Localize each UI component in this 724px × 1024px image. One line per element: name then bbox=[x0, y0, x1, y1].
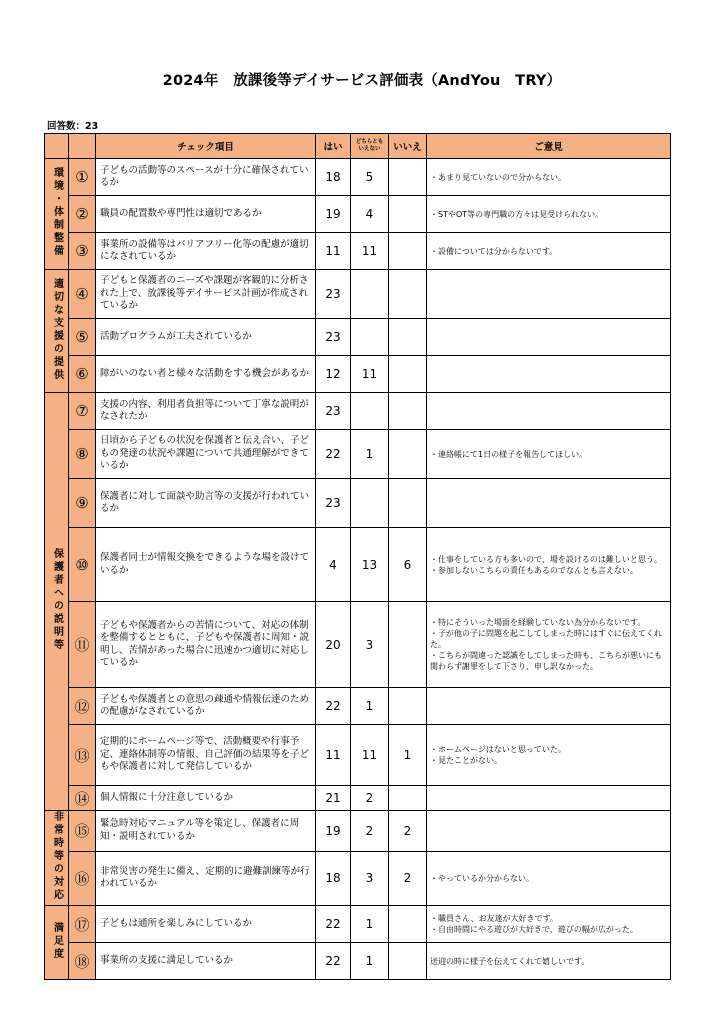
no-count bbox=[389, 159, 427, 196]
table-row bbox=[45, 786, 671, 811]
neither-count: 3 bbox=[351, 851, 389, 905]
category-label: 保護者への説明等 bbox=[51, 548, 63, 652]
header-no: いいえ bbox=[389, 134, 427, 159]
yes-count: 12 bbox=[316, 356, 351, 393]
item-text: 職員の配置数や専門性は適切であるか bbox=[96, 196, 316, 233]
yes-count: 18 bbox=[316, 851, 351, 905]
item-number: ⑦ bbox=[69, 393, 96, 430]
category-cell bbox=[45, 159, 69, 270]
table-row bbox=[45, 233, 671, 270]
item-text: 障がいのない者と様々な活動をする機会があるか bbox=[96, 356, 316, 393]
item-number: ③ bbox=[69, 233, 96, 270]
opinion-text: ・職員さん、お友達が大好きです。 bbox=[430, 914, 558, 923]
item-number: ⑪ bbox=[69, 602, 96, 688]
header-item: チェック項目 bbox=[96, 134, 316, 159]
opinions-cell bbox=[427, 270, 671, 319]
no-count bbox=[389, 233, 427, 270]
no-count bbox=[389, 943, 427, 980]
neither-count: 5 bbox=[351, 159, 389, 196]
item-number: ② bbox=[69, 196, 96, 233]
item-number: ⑭ bbox=[69, 786, 96, 811]
yes-count: 4 bbox=[316, 528, 351, 602]
neither-count: 1 bbox=[351, 688, 389, 725]
yes-count: 22 bbox=[316, 430, 351, 479]
no-count: 6 bbox=[389, 528, 427, 602]
item-number: ⑱ bbox=[69, 943, 96, 980]
table-row bbox=[45, 725, 671, 786]
opinion-text: ・STやOT等の専門職の方々は見受けられない。 bbox=[430, 209, 604, 219]
neither-count: 1 bbox=[351, 430, 389, 479]
item-text: 事業所の支援に満足しているか bbox=[96, 943, 316, 980]
yes-count: 21 bbox=[316, 786, 351, 811]
item-text: 活動プログラムが工夫されているか bbox=[96, 319, 316, 356]
table-row bbox=[45, 356, 671, 393]
category-cell bbox=[45, 270, 69, 393]
neither-count: 3 bbox=[351, 602, 389, 688]
item-text: 支援の内容、利用者負担等について丁寧な説明がなされたか bbox=[96, 393, 316, 430]
item-text: 保護者同士が情報交換をできるような場を設けているか bbox=[96, 528, 316, 602]
yes-count: 23 bbox=[316, 393, 351, 430]
opinion-text: ・仕事をしている方も多いので、場を設けるのは難しいと思う。 bbox=[430, 554, 662, 564]
opinions-cell bbox=[427, 233, 671, 270]
no-count bbox=[389, 430, 427, 479]
neither-count: 2 bbox=[351, 786, 389, 811]
yes-count: 20 bbox=[316, 602, 351, 688]
table-row bbox=[45, 851, 671, 905]
yes-count: 19 bbox=[316, 811, 351, 852]
item-text: 保護者に対して面談や助言等の支援が行われているか bbox=[96, 479, 316, 528]
neither-count: 2 bbox=[351, 811, 389, 852]
no-count bbox=[389, 270, 427, 319]
header-category bbox=[45, 134, 69, 159]
item-number: ⑤ bbox=[69, 319, 96, 356]
category-cell bbox=[45, 393, 69, 811]
opinions-cell bbox=[427, 851, 671, 905]
item-number: ⑨ bbox=[69, 479, 96, 528]
item-number: ⑧ bbox=[69, 430, 96, 479]
item-number: ① bbox=[69, 159, 96, 196]
no-count bbox=[389, 393, 427, 430]
opinion-text: ・参加しないこちらの責任もあるのでなんとも言えない。 bbox=[430, 565, 638, 575]
yes-count: 23 bbox=[316, 270, 351, 319]
category-label: 適切な支援の提供 bbox=[51, 277, 63, 382]
item-text: 日頃から子どもの状況を保護者と伝え合い、子どもの発達の状況や課題について共通理解ができているか bbox=[96, 430, 316, 479]
category-label: 環境・体制整備 bbox=[51, 167, 63, 258]
item-number: ⑯ bbox=[69, 851, 96, 905]
opinions-cell bbox=[427, 786, 671, 811]
neither-count: 11 bbox=[351, 725, 389, 786]
opinions-cell bbox=[427, 479, 671, 528]
category-cell bbox=[45, 906, 69, 980]
opinions-cell bbox=[427, 688, 671, 725]
opinions-cell bbox=[427, 159, 671, 196]
opinion-text: ・やっているか分からない。 bbox=[430, 873, 534, 883]
yes-count: 23 bbox=[316, 479, 351, 528]
yes-count: 23 bbox=[316, 319, 351, 356]
table-row bbox=[45, 196, 671, 233]
header-row bbox=[45, 134, 671, 159]
category-label: 満足度 bbox=[51, 921, 63, 961]
neither-count bbox=[351, 393, 389, 430]
opinion-text: 送迎の時に様子を伝えてくれて嬉しいです。 bbox=[430, 956, 590, 966]
category-label: 非常時等の対応 bbox=[51, 811, 63, 902]
table-row bbox=[45, 906, 671, 943]
table-row bbox=[45, 688, 671, 725]
item-number: ⑮ bbox=[69, 811, 96, 852]
item-text: 非常災害の発生に備え、定期的に避難訓練等が行われているか bbox=[96, 851, 316, 905]
item-number: ⑩ bbox=[69, 528, 96, 602]
table-body bbox=[45, 159, 671, 980]
opinions-cell bbox=[427, 906, 671, 943]
table-row bbox=[45, 393, 671, 430]
respondent-count: 回答数：23 bbox=[47, 121, 99, 132]
neither-count: 1 bbox=[351, 943, 389, 980]
yes-count: 22 bbox=[316, 906, 351, 943]
opinions-cell bbox=[427, 196, 671, 233]
opinion-text: ・ホームページはないと思っていた。 bbox=[430, 745, 566, 754]
neither-count: 4 bbox=[351, 196, 389, 233]
no-count bbox=[389, 356, 427, 393]
item-text: 個人情報に十分注意しているか bbox=[96, 786, 316, 811]
category-cell bbox=[45, 811, 69, 906]
no-count: 2 bbox=[389, 851, 427, 905]
page-title: 2024年 放課後等デイサービス評価表（AndYou TRY） bbox=[162, 73, 562, 89]
no-count bbox=[389, 479, 427, 528]
item-number: ⑬ bbox=[69, 725, 96, 786]
yes-count: 18 bbox=[316, 159, 351, 196]
item-text: 子どもや保護者からの苦情について、対応の体制を整備するとともに、子どもや保護者に周知・説明し、苦情があった場合に迅速かつ適切に対応しているか bbox=[96, 602, 316, 688]
opinions-cell bbox=[427, 528, 671, 602]
no-count bbox=[389, 319, 427, 356]
yes-count: 22 bbox=[316, 943, 351, 980]
no-count: 2 bbox=[389, 811, 427, 852]
opinion-text: ・見たことがない。 bbox=[430, 756, 502, 765]
neither-count bbox=[351, 319, 389, 356]
table-row bbox=[45, 528, 671, 602]
opinions-cell bbox=[427, 602, 671, 688]
no-count bbox=[389, 602, 427, 688]
opinions-cell bbox=[427, 943, 671, 980]
opinion-text: ・子が他の子に問題を起こしてしまった時にはすぐに伝えてくれた。 bbox=[430, 629, 662, 649]
opinion-text: ・連絡帳にて1日の様子を報告してほしい。 bbox=[430, 449, 588, 459]
opinion-text: ・あまり見ていないので分からない。 bbox=[430, 172, 566, 182]
opinion-text: ・こちらが間違った認識をしてしまった時も、こちらが悪いにも関わらず謝罪をして下さり、申し訳なかった。 bbox=[430, 651, 662, 671]
opinions-cell bbox=[427, 811, 671, 852]
neither-count bbox=[351, 479, 389, 528]
item-text: 子どもは通所を楽しみにしているか bbox=[96, 906, 316, 943]
yes-count: 11 bbox=[316, 725, 351, 786]
item-text: 緊急時対応マニュアル等を策定し、保護者に周知・説明されているか bbox=[96, 811, 316, 852]
yes-count: 19 bbox=[316, 196, 351, 233]
opinion-text: ・設備については分からないです。 bbox=[430, 246, 558, 256]
neither-count: 1 bbox=[351, 906, 389, 943]
item-text: 子どもと保護者のニーズや課題が客観的に分析された上で、放課後等デイサービス計画が作成されているか bbox=[96, 270, 316, 319]
table-row bbox=[45, 479, 671, 528]
item-number: ⑰ bbox=[69, 906, 96, 943]
opinions-cell bbox=[427, 356, 671, 393]
no-count bbox=[389, 688, 427, 725]
opinion-text: ・特にそういった場面を経験していない為分からないです。 bbox=[430, 618, 646, 627]
header-neither bbox=[351, 134, 389, 159]
yes-count: 22 bbox=[316, 688, 351, 725]
table-row bbox=[45, 159, 671, 196]
table-row bbox=[45, 602, 671, 688]
header-yes: はい bbox=[316, 134, 351, 159]
item-text: 事業所の設備等はバリアフリー化等の配慮が適切になされているか bbox=[96, 233, 316, 270]
yes-count: 11 bbox=[316, 233, 351, 270]
header-neither-label: どちらとも いえない bbox=[355, 139, 384, 152]
no-count bbox=[389, 786, 427, 811]
item-text: 子どもの活動等のスペースが十分に確保されているか bbox=[96, 159, 316, 196]
item-number: ④ bbox=[69, 270, 96, 319]
header-number bbox=[69, 134, 96, 159]
table-row bbox=[45, 811, 671, 852]
table-row bbox=[45, 319, 671, 356]
table-row bbox=[45, 270, 671, 319]
item-text: 定期的にホームページ等で、活動概要や行事予定、連絡体制等の情報、自己評価の結果等を子どもや保護者に対して発信しているか bbox=[96, 725, 316, 786]
opinions-cell bbox=[427, 319, 671, 356]
no-count bbox=[389, 196, 427, 233]
opinions-cell bbox=[427, 430, 671, 479]
no-count: 1 bbox=[389, 725, 427, 786]
opinion-text: ・自由時間にやる遊びが大好きで、遊びの幅が広がった。 bbox=[430, 925, 638, 934]
neither-count: 13 bbox=[351, 528, 389, 602]
item-text: 子どもや保護者との意思の疎通や情報伝達のための配慮がなされているか bbox=[96, 688, 316, 725]
no-count bbox=[389, 906, 427, 943]
header-opinions: ご意見 bbox=[427, 134, 671, 159]
opinions-cell bbox=[427, 725, 671, 786]
table-row bbox=[45, 430, 671, 479]
evaluation-table bbox=[44, 133, 671, 980]
item-number: ⑥ bbox=[69, 356, 96, 393]
neither-count: 11 bbox=[351, 233, 389, 270]
opinions-cell bbox=[427, 393, 671, 430]
item-number: ⑫ bbox=[69, 688, 96, 725]
neither-count bbox=[351, 270, 389, 319]
table-row bbox=[45, 943, 671, 980]
neither-count: 11 bbox=[351, 356, 389, 393]
